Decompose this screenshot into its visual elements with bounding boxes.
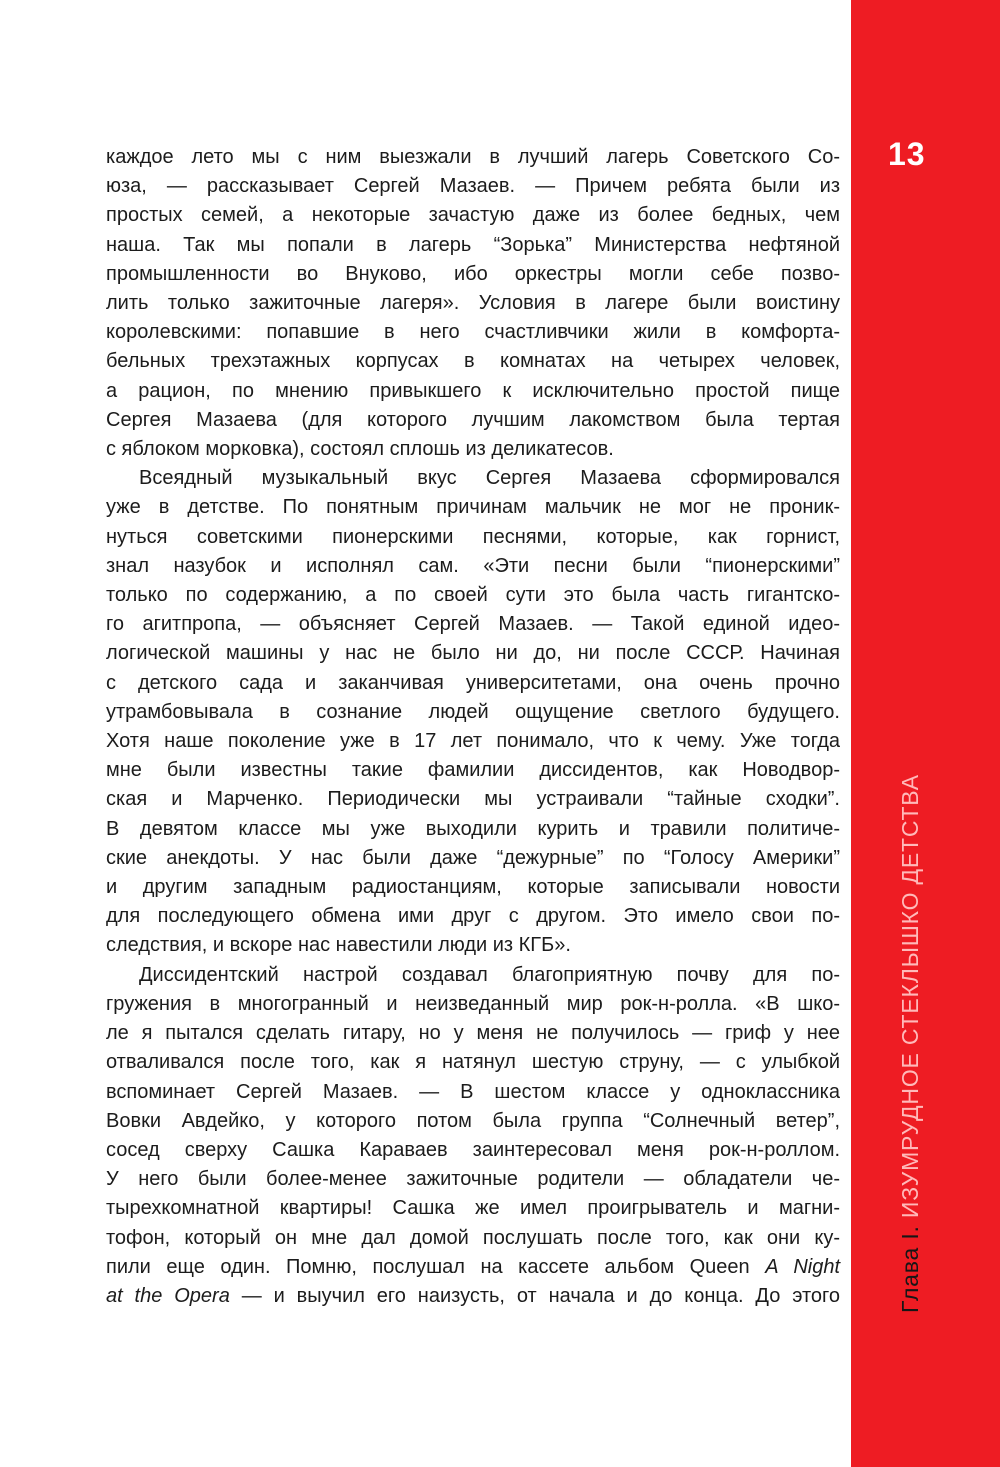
text-segment: ле я пытался сделать гитару, но у меня не получилось — гриф у нее <box>106 1022 840 1045</box>
text-segment: бельных трехэтажных корпусах в комнатах на четырех человек, <box>106 350 840 373</box>
text-line <box>106 1224 840 1253</box>
text-segment: простых семей, а некоторые зачастую даже из более бедных, чем <box>106 204 840 227</box>
text-line <box>106 377 840 406</box>
text-segment: вспоминает Сергей Мазаев. — В шестом классе у одноклассника <box>106 1080 840 1103</box>
chapter-vertical-title <box>897 774 923 1313</box>
text-line <box>106 464 840 493</box>
text-line <box>106 231 840 260</box>
text-line <box>106 1165 840 1194</box>
text-segment: Вовки Авдейко, у которого потом была группа “Солнечный ветер”, <box>106 1109 840 1132</box>
paragraph <box>106 464 840 960</box>
text-line <box>106 990 840 1019</box>
text-segment: Сергея Мазаева (для которого лучшим лакомством была тертая <box>106 408 840 431</box>
text-segment: знал назубок и исполнял сам. «Эти песни были “пионерскими” <box>106 554 840 577</box>
text-line <box>106 581 840 610</box>
text-line <box>106 610 840 639</box>
text-segment: утрамбовывала в сознание людей ощущение светлого будущего. <box>106 700 840 723</box>
text-line <box>106 493 840 522</box>
paragraph <box>106 961 840 1311</box>
text-line <box>106 844 840 873</box>
text-segment: отваливался после того, как я натянул шестую струну, — с улыбкой <box>106 1051 840 1074</box>
text-line <box>106 873 840 902</box>
text-segment: ская и Марченко. Периодически мы устраивали “тайные сходки”. <box>106 788 840 811</box>
text-line <box>106 435 840 464</box>
text-segment: мне были известны такие фамилии диссидентов, как Новодвор- <box>106 759 840 782</box>
text-segment: сосед сверху Сашка Караваев заинтересовал меня рок-н-роллом. <box>106 1138 840 1161</box>
text-segment: го агитпропа, — объясняет Сергей Мазаев. — Такой единой идео- <box>106 613 840 636</box>
text-segment: Хотя наше поколение уже в 17 лет понимало, что к чему. Уже тогда <box>106 730 840 753</box>
text-segment: Всеядный музыкальный вкус Сергея Мазаева сформировался <box>139 467 840 490</box>
text-segment: тофон, который он мне дал домой послушать после того, как они ку- <box>106 1226 840 1249</box>
text-segment: логической машины у нас не было ни до, ни после СССР. Начиная <box>106 642 840 665</box>
text-segment: — и выучил его наизусть, от начала и до конца. До этого <box>229 1284 840 1307</box>
text-line <box>106 902 840 931</box>
text-segment: нуться советскими пионерскими песнями, которые, как горнист, <box>106 525 840 548</box>
text-line <box>106 260 840 289</box>
text-segment: а рацион, по мнению привыкшего к исключительно простой пище <box>106 379 840 402</box>
text-line <box>106 406 840 435</box>
text-line <box>106 347 840 376</box>
text-segment: для последующего обмена ими друг с другом. Это имело свои по- <box>106 905 840 928</box>
text-segment: юза, — рассказывает Сергей Мазаев. — Причем ребята были из <box>106 175 840 198</box>
text-line <box>106 318 840 347</box>
text-line <box>106 143 840 172</box>
text-segment: пили еще один. Помню, послушал на кассете альбом Queen <box>106 1255 766 1278</box>
text-segment: ские анекдоты. У нас были даже “дежурные” по “Голосу Америки” <box>106 846 840 869</box>
text-line <box>106 669 840 698</box>
italic-text-segment: at the Opera <box>106 1284 230 1307</box>
text-segment: с яблоком морковка), состоял сплошь из деликатесов. <box>106 438 614 461</box>
text-line <box>106 1048 840 1077</box>
chapter-title: ИЗУМРУДНОЕ СТЕКЛЫШКО ДЕТСТВА <box>897 774 923 1219</box>
text-segment: В девятом классе мы уже выходили курить и травили политиче- <box>106 817 840 840</box>
text-segment: тырехкомнатной квартиры! Сашка же имел проигрыватель и магни- <box>106 1197 840 1220</box>
text-segment: и другим западным радиостанциям, которые записывали новости <box>106 876 840 899</box>
text-segment: с детского сада и заканчивая университетами, она очень прочно <box>106 671 840 694</box>
text-segment: следствия, и вскоре нас навестили люди из КГБ». <box>106 934 571 957</box>
text-segment: наша. Так мы попали в лагерь “Зорька” Министерства нефтяной <box>106 233 840 256</box>
text-line <box>106 1194 840 1223</box>
text-line <box>106 1107 840 1136</box>
text-line <box>106 1136 840 1165</box>
text-line <box>106 1253 840 1282</box>
text-segment: только по содержанию, а по своей сути это была часть гигантско- <box>106 584 840 607</box>
text-line <box>106 289 840 318</box>
text-segment: лить только зажиточные лагеря». Условия в лагере были воистину <box>106 292 840 315</box>
page-number: 13 <box>888 136 926 172</box>
text-line <box>106 523 840 552</box>
text-line <box>106 931 840 960</box>
text-segment: каждое лето мы с ним выезжали в лучший лагерь Советского Со- <box>106 146 840 168</box>
text-segment: промышленности во Внуково, ибо оркестры могли себе позво- <box>106 262 840 285</box>
text-column <box>106 143 840 1311</box>
text-segment: уже в детстве. По понятным причинам мальчик не мог не проник- <box>106 496 840 519</box>
text-segment: Диссидентский настрой создавал благоприятную почву для по- <box>139 963 840 986</box>
text-line <box>106 552 840 581</box>
text-line <box>106 172 840 201</box>
text-line <box>106 756 840 785</box>
text-line <box>106 201 840 230</box>
text-line <box>106 1282 840 1311</box>
text-line <box>106 698 840 727</box>
text-line <box>106 785 840 814</box>
text-segment: гружения в многогранный и неизведанный мир рок-н-ролла. «В шко- <box>106 992 840 1015</box>
text-line <box>106 727 840 756</box>
italic-text-segment: A Night <box>765 1255 841 1278</box>
text-segment: У него были более-менее зажиточные родители — обладатели че- <box>106 1168 840 1191</box>
text-line <box>106 815 840 844</box>
paragraph <box>106 143 840 464</box>
text-line <box>106 1078 840 1107</box>
text-line <box>106 961 840 990</box>
chapter-sidebar <box>851 0 1000 1467</box>
text-line <box>106 639 840 668</box>
text-segment: королевскими: попавшие в него счастливчики жили в комфорта- <box>106 321 840 344</box>
chapter-label: Глава I. <box>897 1225 923 1313</box>
text-line <box>106 1019 840 1048</box>
